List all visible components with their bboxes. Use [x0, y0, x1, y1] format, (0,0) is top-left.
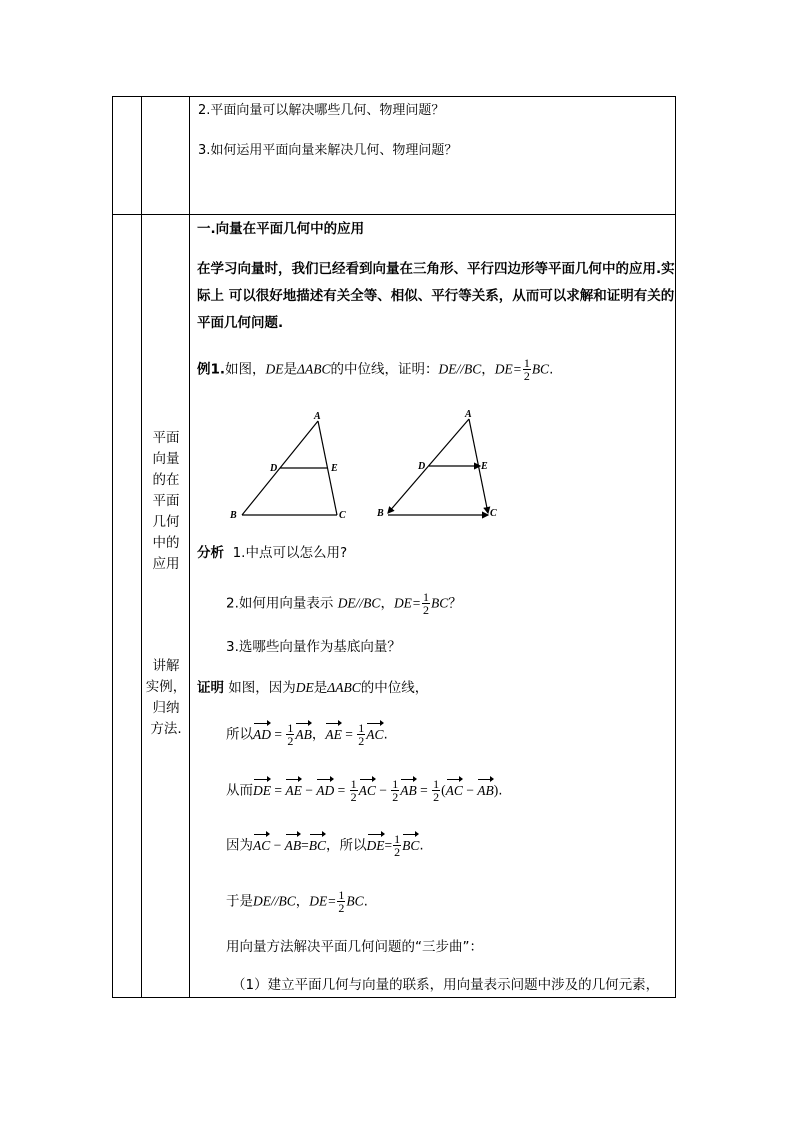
- vector-de: DE: [366, 837, 385, 853]
- triangle-figures: [220, 400, 520, 530]
- frac-den: 2: [523, 369, 530, 383]
- label-b-left: B: [230, 510, 237, 521]
- analysis-q1-text: 1.中点可以怎么用?: [232, 545, 348, 561]
- triangle-abc: ΔABC: [297, 361, 331, 377]
- table-border-left: [112, 96, 113, 998]
- frac-num: 1: [358, 721, 365, 735]
- vector-ac: AC: [358, 782, 376, 798]
- proof-line-5: [226, 889, 368, 914]
- frac-num: 1: [523, 356, 530, 370]
- analysis-q1: [197, 544, 347, 562]
- frac-num: 1: [392, 777, 399, 791]
- vector-ae: AE: [285, 782, 302, 798]
- question-mark: ？: [448, 595, 462, 612]
- label-b-right: B: [377, 508, 384, 519]
- example-label: 例1.: [197, 361, 226, 378]
- method-label: [145, 656, 187, 740]
- parallel-statement: DE//BC: [253, 893, 296, 909]
- frac-den: 2: [433, 790, 440, 804]
- fraction-half: [422, 591, 430, 616]
- period: .: [549, 361, 554, 378]
- analysis-q2: [226, 591, 462, 616]
- fraction-half: [350, 778, 358, 803]
- parallel-statement: DE//BC: [337, 595, 381, 611]
- analysis-label: 分析: [197, 545, 224, 561]
- label-a-left: A: [314, 411, 321, 422]
- de-equals: DE=: [494, 361, 522, 377]
- frac-num: 1: [338, 888, 345, 902]
- step-1: （1）建立平面几何与向量的联系，用向量表示问题中涉及的几何元素，: [232, 977, 660, 993]
- vector-bc: BC: [308, 837, 327, 853]
- separator: ，: [295, 893, 310, 910]
- frac-den: 2: [338, 901, 345, 915]
- example-text: 是: [283, 361, 298, 378]
- table-divider-col1: [141, 96, 142, 998]
- example-text: 的中位线，证明：: [330, 361, 439, 378]
- period: .: [363, 893, 368, 910]
- analysis-text: 2.如何用向量表示: [226, 595, 334, 612]
- segment-de: DE: [295, 680, 314, 695]
- proof-line-1: [197, 679, 428, 697]
- frac-den: 2: [350, 790, 357, 804]
- frac-den: 2: [358, 734, 365, 748]
- proof-text: 所以: [226, 726, 253, 743]
- label-e-left: E: [331, 463, 338, 474]
- frac-den: 2: [394, 845, 401, 859]
- three-step-heading: 用向量方法解决平面几何问题的“三步曲”：: [226, 939, 483, 955]
- label-a-right: A: [465, 409, 472, 420]
- topic-line: 平面: [152, 493, 180, 509]
- frac-den: 2: [392, 790, 399, 804]
- label-c-left: C: [339, 510, 346, 521]
- vector-bc: BC: [402, 837, 420, 853]
- fraction-half: [523, 357, 531, 382]
- vector-ad: AD: [253, 726, 271, 742]
- frac-num: 1: [287, 721, 294, 735]
- proof-label: 证明: [197, 680, 224, 696]
- de-equals: DE=: [309, 893, 337, 909]
- segment-de: DE: [265, 361, 284, 377]
- frac-num: 1: [423, 590, 430, 604]
- table-border-bottom: [112, 997, 676, 998]
- label-e-right: E: [481, 461, 488, 472]
- de-equals: DE=: [393, 595, 422, 611]
- proof-line-4: 因为AC − AB=BC，所以DE= $\frac{1}{2}$ BC.: [226, 832, 424, 859]
- topic-line: 的在: [152, 472, 180, 488]
- method-line: 归纳: [152, 700, 180, 716]
- label-d-left: D: [270, 463, 278, 474]
- frac-den: 2: [287, 734, 294, 748]
- question-3: 3.如何运用平面向量来解决几何、物理问题？: [198, 143, 458, 158]
- proof-text: 于是: [226, 893, 253, 910]
- fraction-half: [357, 722, 365, 747]
- vector-ab: AB: [295, 726, 312, 742]
- topic-line: 应用: [152, 556, 180, 572]
- segment-bc: BC: [346, 893, 364, 909]
- question-2: 2.平面向量可以解决哪些几何、物理问题？: [198, 103, 445, 118]
- section-heading: 一.向量在平面几何中的应用: [197, 221, 365, 237]
- separator: ，: [380, 595, 394, 612]
- fraction-half: [432, 778, 440, 803]
- vector-ab: AB: [400, 782, 417, 798]
- fraction-half: [337, 889, 345, 914]
- proof-text: 是: [313, 680, 328, 696]
- section-intro: 在学习向量时，我们已经看到向量在三角形、平行四边形等平面几何中的应用.实际上 可以很好地描述有关全等、相似、平行等关系，从而可以求解和证明有关的平面几何问题.: [197, 261, 675, 331]
- topic-line: 平面: [152, 430, 180, 446]
- topic-line: 向量: [152, 451, 180, 467]
- table-border-right: [675, 96, 676, 998]
- proof-text: ，所以: [326, 837, 367, 854]
- vector-ab: AB: [477, 782, 494, 798]
- frac-num: 1: [433, 777, 440, 791]
- vector-ac: AC: [366, 726, 384, 742]
- topic-label: [145, 428, 187, 575]
- segment-bc: BC: [531, 361, 550, 377]
- vector-ad: AD: [316, 782, 335, 798]
- analysis-q3: 3.选哪些向量作为基底向量？: [226, 639, 401, 655]
- method-line: 讲解: [152, 658, 180, 674]
- label-c-right: C: [490, 508, 497, 519]
- fraction-half: [286, 722, 294, 747]
- proof-text: 的中位线，: [360, 680, 429, 696]
- proof-text: 因为: [226, 837, 253, 854]
- proof-line-3: 从而DE = AE − AD = $\frac{1}{2}$ AC − $\frac{1}{2}$ AB = $\frac{1}{2}$ (AC − AB).: [226, 777, 503, 804]
- fraction-half: [393, 833, 401, 858]
- frac-num: 1: [394, 832, 401, 846]
- table-divider-col2: [189, 96, 190, 998]
- table-border-top: [112, 96, 676, 97]
- method-line: 实例，: [145, 679, 187, 695]
- vector-ac: AC: [445, 782, 463, 798]
- table-row-divider: [112, 214, 676, 215]
- topic-line: 几何: [152, 514, 180, 530]
- triangle-abc: ΔABC: [327, 680, 361, 695]
- fraction-half: [391, 778, 399, 803]
- example-1: [197, 357, 553, 382]
- method-line: 方法.: [150, 721, 182, 737]
- vector-ae: AE: [325, 726, 342, 742]
- label-d-right: D: [418, 461, 426, 472]
- frac-num: 1: [350, 777, 357, 791]
- vector-ac: AC: [253, 837, 271, 853]
- vector-ab: AB: [284, 837, 302, 853]
- segment-bc: BC: [431, 595, 449, 611]
- proof-text: 如图，因为: [228, 680, 296, 696]
- proof-text: 从而: [226, 782, 253, 799]
- parallel-statement: DE//BC: [438, 361, 482, 377]
- topic-line: 中的: [152, 535, 180, 551]
- frac-den: 2: [423, 603, 430, 617]
- proof-line-2: 所以AD = $\frac{1}{2}$ AB，AE = $\frac{1}{2}$ AC.: [226, 721, 388, 748]
- separator: ，: [481, 361, 495, 378]
- vector-de: DE: [253, 782, 271, 798]
- example-text: 如图，: [225, 361, 266, 378]
